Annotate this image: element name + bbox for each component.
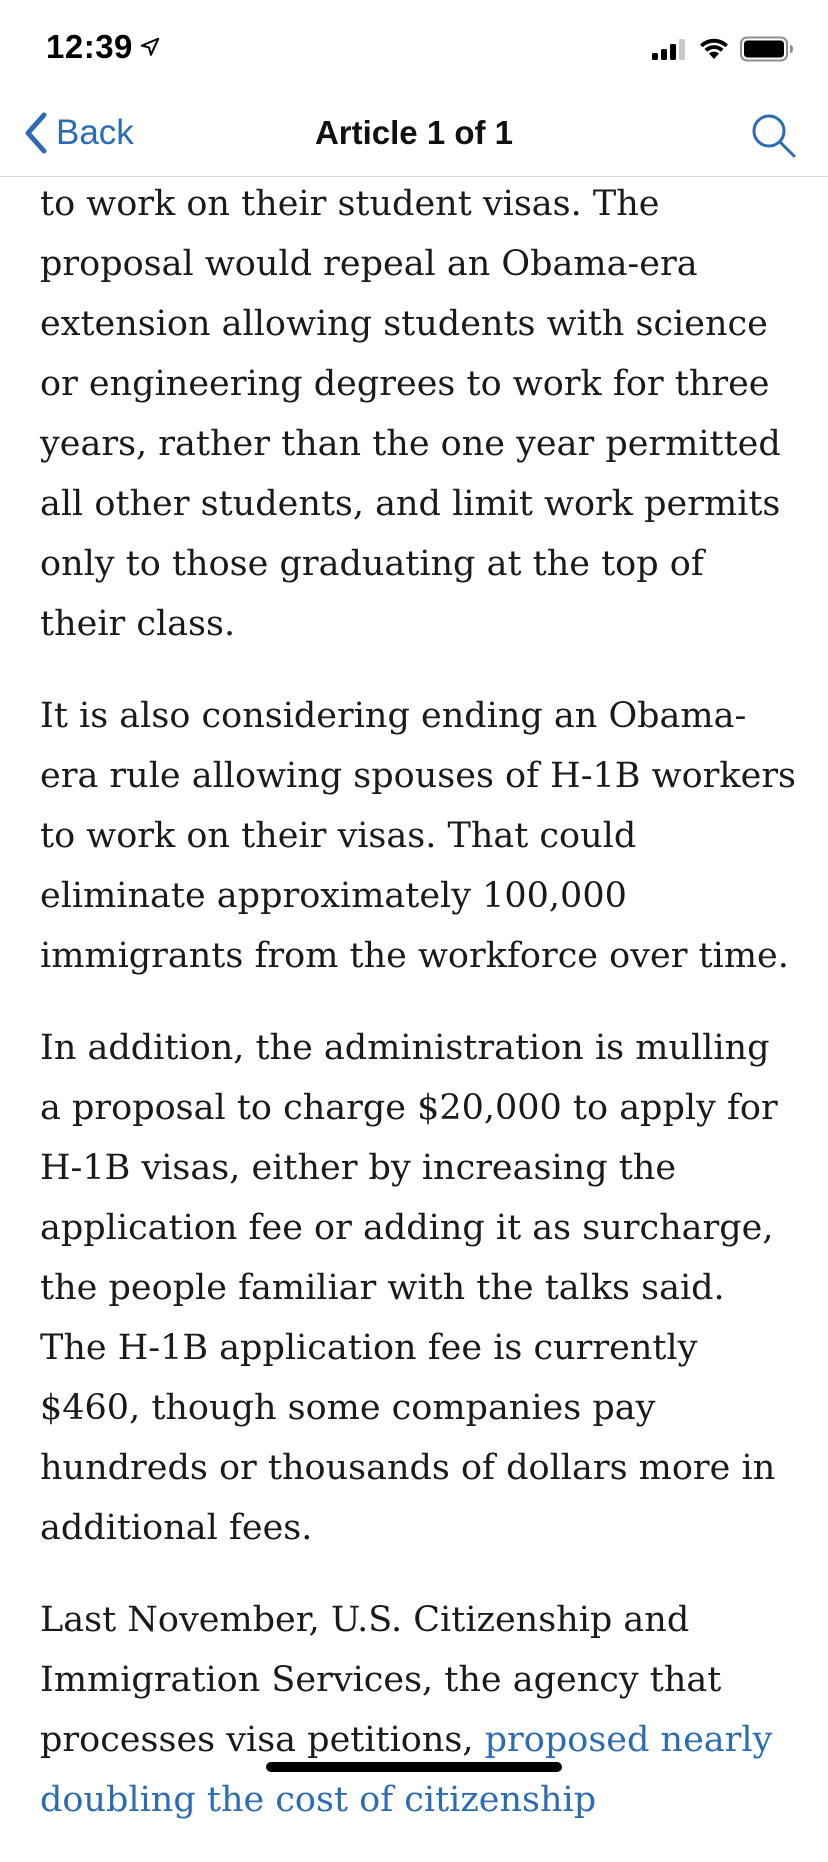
page-title: Article 1 of 1 xyxy=(314,114,514,151)
cellular-signal-icon xyxy=(652,38,688,60)
status-time xyxy=(46,28,161,66)
chevron-left-icon xyxy=(22,111,50,155)
back-button[interactable] xyxy=(22,108,134,158)
status-time-text: 12:39 xyxy=(46,28,133,65)
navigation-bar xyxy=(0,100,828,177)
article-paragraph: In addition, the administration is mulling a proposal to charge $20,000 to apply for H-1B visas, either by increasing the application fee or adding it as surcharge, the people familiar with the talks said. The H-1B application fee is currently $460, though some companies pay hundreds or thousands of dollars more in additional fees. xyxy=(40,1028,778,1548)
article-body xyxy=(40,177,800,1862)
search-icon[interactable] xyxy=(748,110,798,160)
back-button-label: Back xyxy=(56,113,134,152)
status-icons xyxy=(652,36,794,62)
article-paragraph-text: Last November, U.S. Citizenship and Immigration Services, the agency that processes visa petitions, xyxy=(40,1600,722,1760)
home-indicator[interactable] xyxy=(266,1762,562,1772)
article-paragraph xyxy=(40,1590,800,1830)
article-paragraph: It is also considering ending an Obama-era rule allowing spouses of H-1B workers to work on their visas. That could eliminate approximately 100,000 immigrants from the workforce over time. xyxy=(40,696,797,976)
wifi-icon xyxy=(698,37,730,61)
battery-icon xyxy=(740,36,794,62)
article-link-citizenship-cost[interactable]: proposed nearly doubling the cost of citizenship xyxy=(40,1720,773,1820)
location-arrow-icon xyxy=(139,36,161,58)
status-bar xyxy=(0,0,828,100)
article-paragraph: to work on their student visas. The proposal would repeal an Obama-era extension allowing students with science or engineering degrees to work for three years, rather than the one year permitted all other students, and limit work permits only to those graduating at the top of their class. xyxy=(40,184,781,644)
